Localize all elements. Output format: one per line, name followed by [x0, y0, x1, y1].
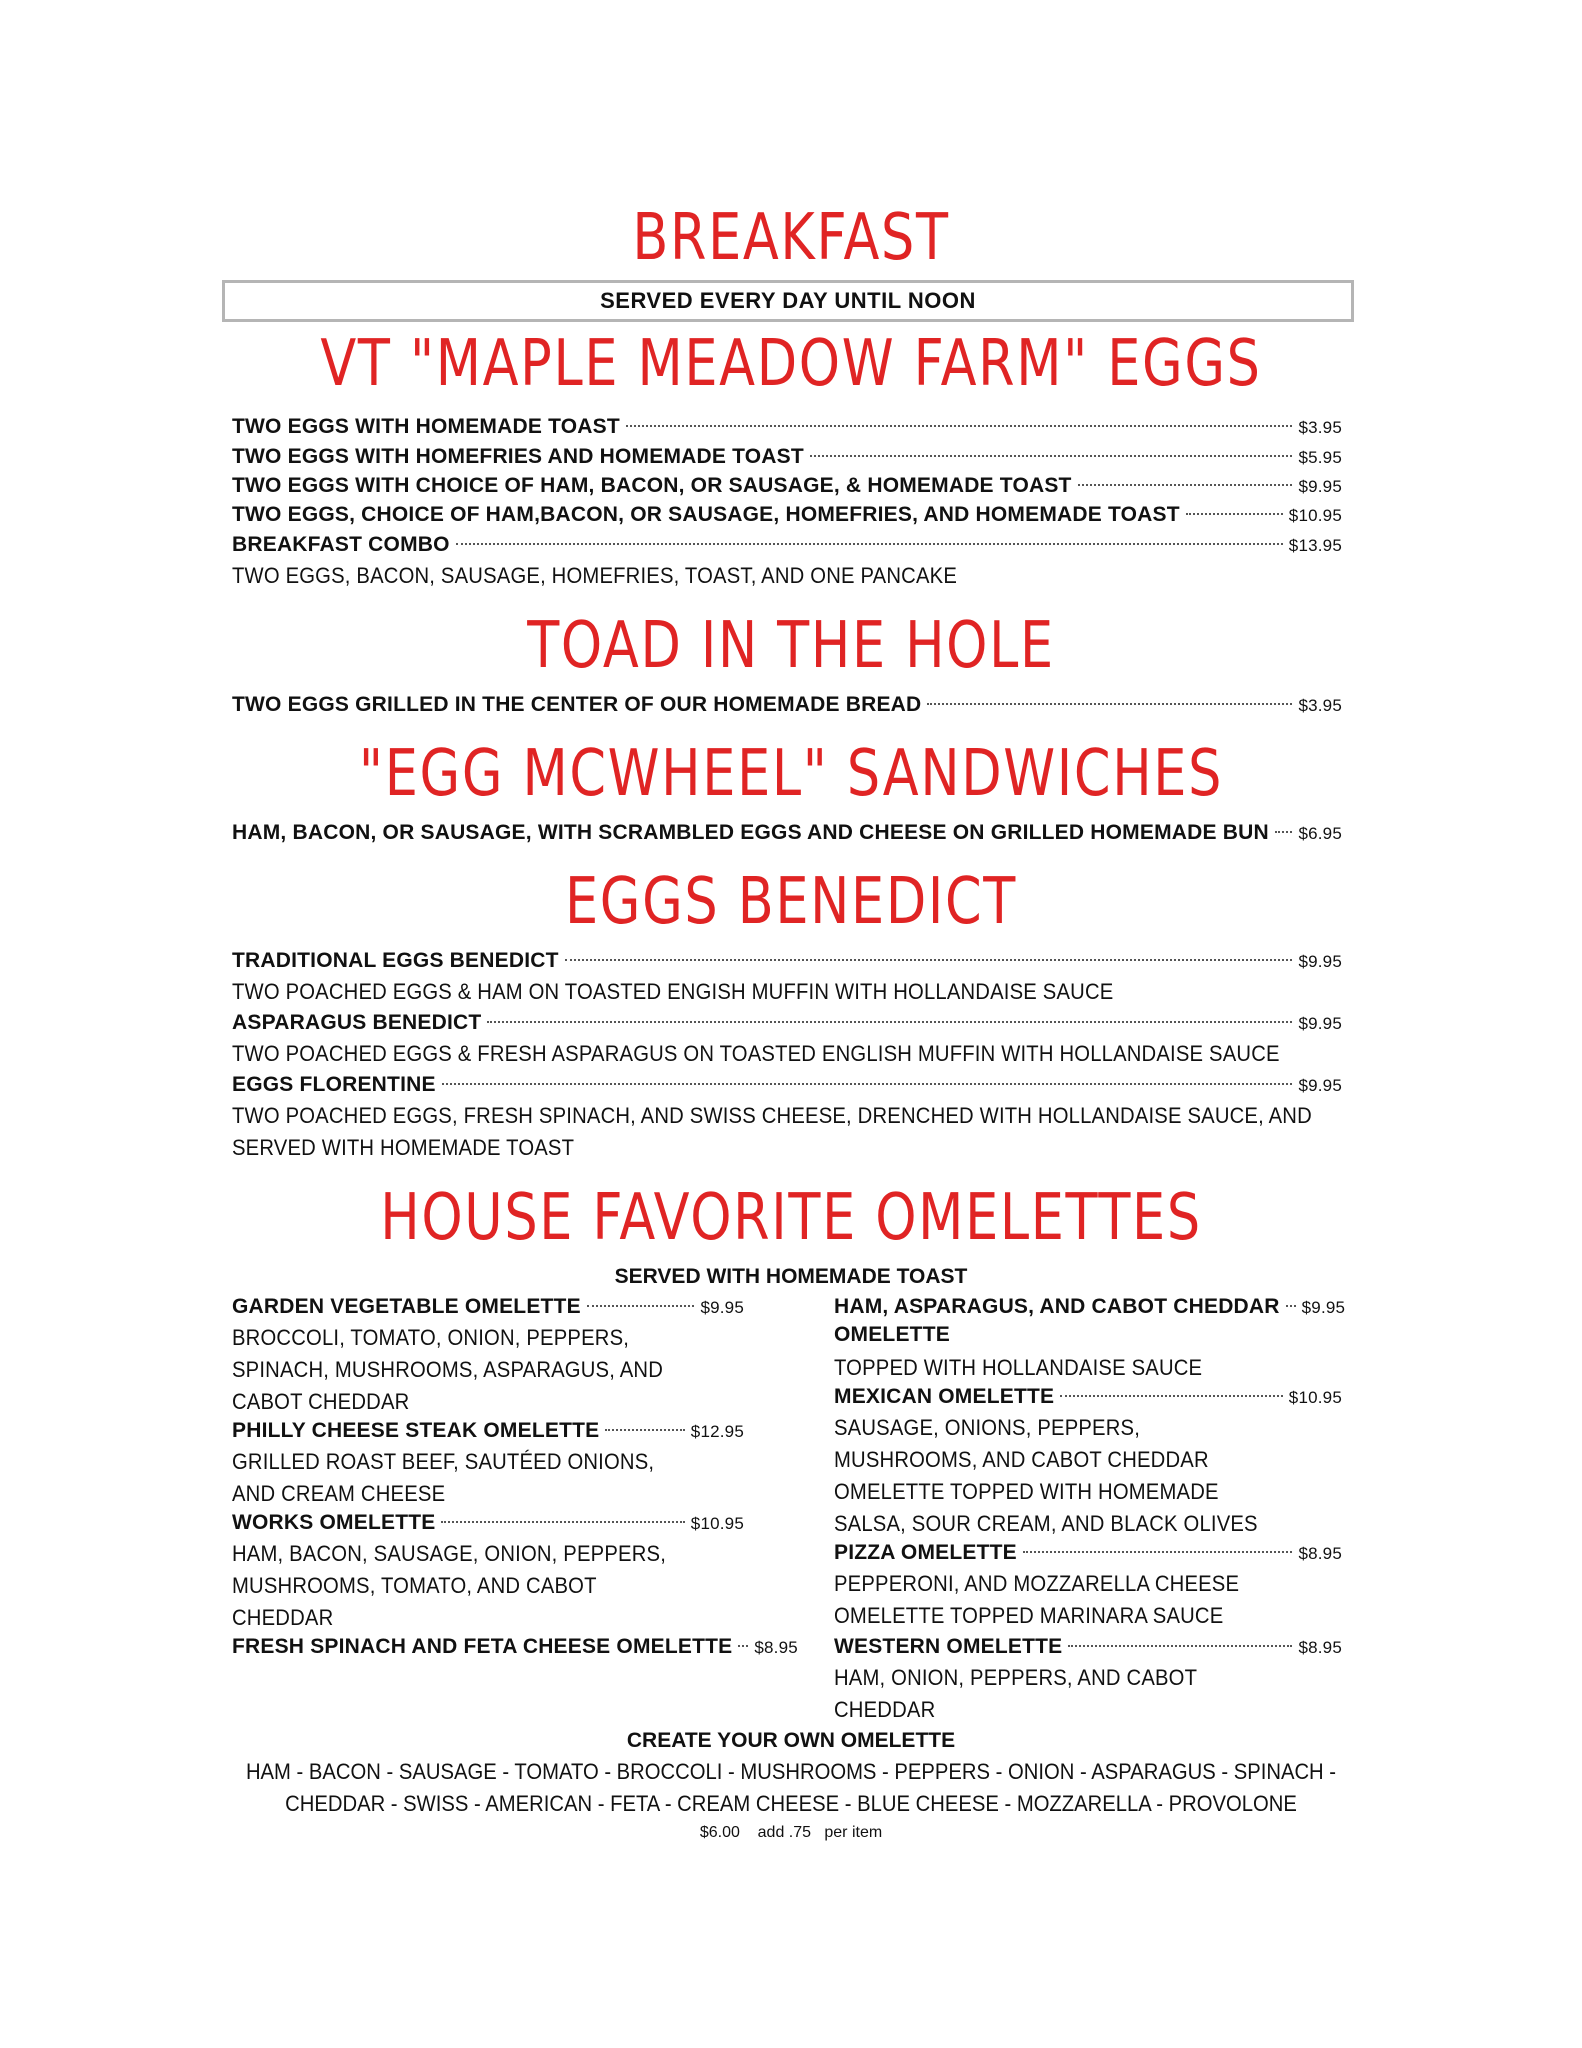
item-price: $9.95: [1298, 1076, 1342, 1095]
item-price: $10.95: [690, 1514, 744, 1533]
item-description: TWO POACHED EGGS, FRESH SPINACH, AND SWISS CHEESE, DRENCHED WITH HOLLANDAISE SAUCE, AND: [232, 1103, 1312, 1128]
dot-leader: [738, 1645, 748, 1647]
create-own-ingredients: CHEDDAR - SWISS - AMERICAN - FETA - CREAM CHEESE - BLUE CHEESE - MOZZARELLA - PROVOLONE: [285, 1791, 1297, 1816]
section-heading-mcwheel: "EGG MCWHEEL" SANDWICHES: [358, 737, 1224, 811]
item-description: MUSHROOMS, TOMATO, AND CABOT: [232, 1573, 597, 1598]
item-description: SALSA, SOUR CREAM, AND BLACK OLIVES: [834, 1511, 1258, 1536]
item-name: FRESH SPINACH AND FETA CHEESE OMELETTE: [232, 1635, 733, 1658]
item-description: OMELETTE TOPPED MARINARA SAUCE: [834, 1603, 1224, 1628]
served-note-box: SERVED EVERY DAY UNTIL NOON: [222, 280, 1354, 322]
item-description: SERVED WITH HOMEMADE TOAST: [232, 1135, 575, 1160]
dot-leader: [1023, 1551, 1293, 1553]
item-description: SPINACH, MUSHROOMS, ASPARAGUS, AND: [232, 1357, 664, 1382]
menu-item: [232, 1292, 744, 1323]
item-price: $3.95: [1298, 696, 1342, 715]
item-name: OMELETTE: [834, 1323, 950, 1346]
item-name: PHILLY CHEESE STEAK OMELETTE: [232, 1419, 600, 1442]
item-name: WORKS OMELETTE: [232, 1511, 436, 1534]
item-description: CABOT CHEDDAR: [232, 1389, 410, 1414]
item-price: $10.95: [1288, 1388, 1342, 1407]
item-description: OMELETTE TOPPED WITH HOMEMADE: [834, 1479, 1219, 1504]
menu-item: [232, 690, 1342, 721]
dot-leader: [441, 1521, 684, 1523]
menu-item: [232, 530, 1342, 561]
item-description: TOPPED WITH HOLLANDAISE SAUCE: [834, 1355, 1203, 1380]
menu-item-name-continued: [834, 1320, 1342, 1350]
menu-item: [232, 412, 1342, 443]
item-description: TWO POACHED EGGS & HAM ON TOASTED ENGISH MUFFIN WITH HOLLANDAISE SAUCE: [232, 979, 1114, 1004]
page-title: BREAKFAST: [632, 201, 950, 275]
section-heading-benedict: EGGS BENEDICT: [565, 865, 1017, 939]
item-name: TWO EGGS WITH HOMEFRIES AND HOMEMADE TOAST: [232, 445, 804, 468]
item-name: BREAKFAST COMBO: [232, 533, 450, 556]
section-heading-omelettes: HOUSE FAVORITE OMELETTES: [380, 1181, 1202, 1255]
section-subheading: SERVED WITH HOMEMADE TOAST: [614, 1265, 968, 1288]
menu-item: [834, 1292, 1346, 1323]
menu-item: [834, 1632, 1342, 1663]
item-price: $9.95: [1298, 1014, 1342, 1033]
dot-leader: [1186, 513, 1283, 515]
item-name: WESTERN OMELETTE: [834, 1635, 1063, 1658]
dot-leader: [1286, 1305, 1296, 1307]
item-description: TWO EGGS, BACON, SAUSAGE, HOMEFRIES, TOAST, AND ONE PANCAKE: [232, 563, 958, 588]
dot-leader: [487, 1021, 1292, 1023]
item-price: $9.95: [700, 1298, 744, 1317]
menu-item: [232, 1416, 744, 1447]
item-description: MUSHROOMS, AND CABOT CHEDDAR: [834, 1447, 1209, 1472]
menu-item: [834, 1538, 1342, 1569]
item-price: $9.95: [1298, 952, 1342, 971]
item-name: PIZZA OMELETTE: [834, 1541, 1017, 1564]
item-price: $5.95: [1298, 448, 1342, 467]
create-own-ingredients: HAM - BACON - SAUSAGE - TOMATO - BROCCOLI - MUSHROOMS - PEPPERS - ONION - ASPARAGUS - SPINACH -: [245, 1759, 1337, 1784]
item-name: GARDEN VEGETABLE OMELETTE: [232, 1295, 581, 1318]
item-name: TWO EGGS, CHOICE OF HAM,BACON, OR SAUSAGE, HOMEFRIES, AND HOMEMADE TOAST: [232, 503, 1180, 526]
menu-item: [232, 818, 1342, 849]
dot-leader: [1275, 831, 1293, 833]
dot-leader: [1078, 484, 1293, 486]
item-name: TRADITIONAL EGGS BENEDICT: [232, 949, 559, 972]
item-description: CHEDDAR: [834, 1697, 936, 1722]
item-price: $8.95: [754, 1638, 798, 1657]
item-name: HAM, ASPARAGUS, AND CABOT CHEDDAR: [834, 1295, 1280, 1318]
item-price: $12.95: [690, 1422, 744, 1441]
menu-item: [232, 1508, 744, 1539]
section-heading-toad: TOAD IN THE HOLE: [527, 609, 1055, 683]
item-name: TWO EGGS WITH HOMEMADE TOAST: [232, 415, 620, 438]
item-price: $9.95: [1301, 1298, 1346, 1317]
item-price: $13.95: [1288, 536, 1342, 555]
dot-leader: [626, 425, 1293, 427]
item-description: BROCCOLI, TOMATO, ONION, PEPPERS,: [232, 1325, 630, 1350]
item-description: CHEDDAR: [232, 1605, 334, 1630]
dot-leader: [456, 543, 1283, 545]
dot-leader: [1060, 1395, 1283, 1397]
item-name: EGGS FLORENTINE: [232, 1073, 436, 1096]
item-name: TWO EGGS WITH CHOICE OF HAM, BACON, OR SAUSAGE, & HOMEMADE TOAST: [232, 474, 1072, 497]
item-price: $6.95: [1298, 824, 1342, 843]
menu-item: [232, 442, 1342, 473]
menu-item: [232, 471, 1342, 502]
item-name: ASPARAGUS BENEDICT: [232, 1011, 482, 1034]
menu-item: [232, 500, 1342, 531]
create-own-heading: CREATE YOUR OWN OMELETTE: [626, 1729, 956, 1752]
dot-leader: [587, 1305, 695, 1307]
item-name: HAM, BACON, OR SAUSAGE, WITH SCRAMBLED EGGS AND CHEESE ON GRILLED HOMEMADE BUN: [232, 821, 1269, 844]
item-price: $10.95: [1288, 506, 1342, 525]
dot-leader: [442, 1083, 1293, 1085]
item-name: TWO EGGS GRILLED IN THE CENTER OF OUR HOMEMADE BREAD: [232, 693, 922, 716]
menu-item: [232, 1008, 1342, 1039]
item-description: PEPPERONI, AND MOZZARELLA CHEESE: [834, 1571, 1240, 1596]
create-own-price: $6.00 add .75 per item: [699, 1824, 883, 1841]
item-price: $8.95: [1298, 1544, 1342, 1563]
item-description: TWO POACHED EGGS & FRESH ASPARAGUS ON TOASTED ENGLISH MUFFIN WITH HOLLANDAISE SAUCE: [232, 1041, 1280, 1066]
item-description: HAM, ONION, PEPPERS, AND CABOT: [834, 1665, 1198, 1690]
dot-leader: [1068, 1645, 1292, 1647]
item-price: $9.95: [1298, 477, 1342, 496]
dot-leader: [565, 959, 1293, 961]
dot-leader: [927, 703, 1292, 705]
dot-leader: [605, 1429, 684, 1431]
item-price: $8.95: [1298, 1638, 1342, 1657]
item-price: $3.95: [1298, 418, 1342, 437]
item-description: SAUSAGE, ONIONS, PEPPERS,: [834, 1415, 1141, 1440]
menu-item: [232, 1070, 1342, 1101]
section-heading-eggs: VT "MAPLE MEADOW FARM" EGGS: [320, 327, 1262, 401]
dot-leader: [810, 455, 1293, 457]
item-description: AND CREAM CHEESE: [232, 1481, 446, 1506]
item-description: HAM, BACON, SAUSAGE, ONION, PEPPERS,: [232, 1541, 667, 1566]
menu-item: [834, 1382, 1342, 1413]
menu-item: [232, 946, 1342, 977]
item-name: MEXICAN OMELETTE: [834, 1385, 1055, 1408]
item-description: GRILLED ROAST BEEF, SAUTÉED ONIONS,: [232, 1449, 655, 1474]
menu-item: [232, 1632, 798, 1663]
